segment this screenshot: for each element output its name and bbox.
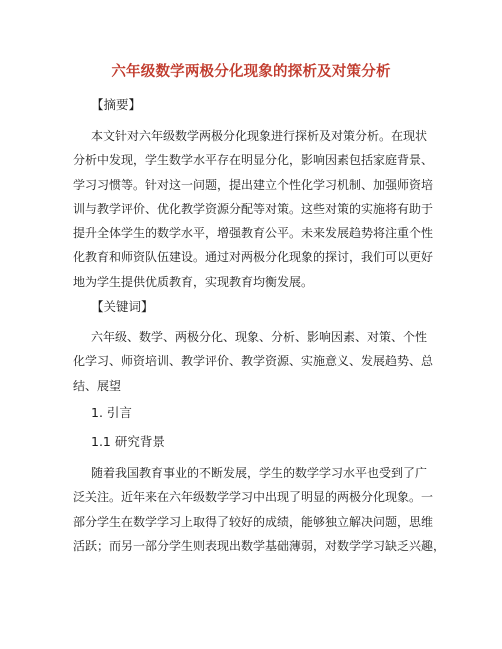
document-title: 六年级数学两极分化现象的探析及对策分析 — [111, 64, 391, 80]
subsection-heading: 1.1 研究背景 — [91, 434, 165, 449]
abstract-line: 训与教学评价、优化教学资源分配等对策。这些对策的实施将有助于 — [73, 201, 434, 216]
keywords-line: 结、展望 — [73, 378, 122, 393]
section-heading: 1. 引言 — [91, 405, 132, 420]
keywords-heading: 【关键词】 — [91, 299, 154, 314]
abstract-heading: 【摘要】 — [91, 97, 142, 112]
abstract-line: 化教育和师资队伍建设。通过对两极分化现象的探讨，我们可以更好 — [73, 250, 434, 265]
abstract-line: 分析中发现，学生数学水平存在明显分化，影响因素包括家庭背景、 — [73, 153, 434, 168]
keywords-line: 化学习、师资培训、教学评价、教学资源、实施意义、发展趋势、总 — [73, 354, 434, 369]
background-line: 泛关注。近年来在六年级数学学习中出现了明显的两极分化现象。一 — [73, 490, 434, 505]
background-line: 部分学生在数学学习上取得了较好的成绩，能够独立解决问题，思维 — [73, 514, 434, 529]
abstract-line: 地为学生提供优质教育，实现教育均衡发展。 — [73, 274, 314, 289]
keywords-line: 六年级、数学、两极分化、现象、分析、影响因素、对策、个性 — [91, 330, 428, 344]
abstract-paragraph — [73, 124, 443, 294]
abstract-line: 本文针对六年级数学两极分化现象进行探析及对策分析。在现状 — [91, 129, 428, 143]
background-line: 随着我国教育事业的不断发展，学生的数学学习水平也受到了广 — [91, 466, 428, 480]
background-line: 活跃；而另一部分学生则表现出数学基础薄弱，对数学学习缺乏兴趣， — [73, 538, 446, 553]
abstract-line: 学习习惯等。针对这一问题，提出建立个性化学习机制、加强师资培 — [73, 177, 434, 192]
keywords-paragraph — [73, 325, 443, 398]
background-paragraph — [73, 461, 446, 558]
abstract-line: 提升全体学生的数学水平，增强教育公平。未来发展趋势将注重个性 — [73, 226, 434, 241]
